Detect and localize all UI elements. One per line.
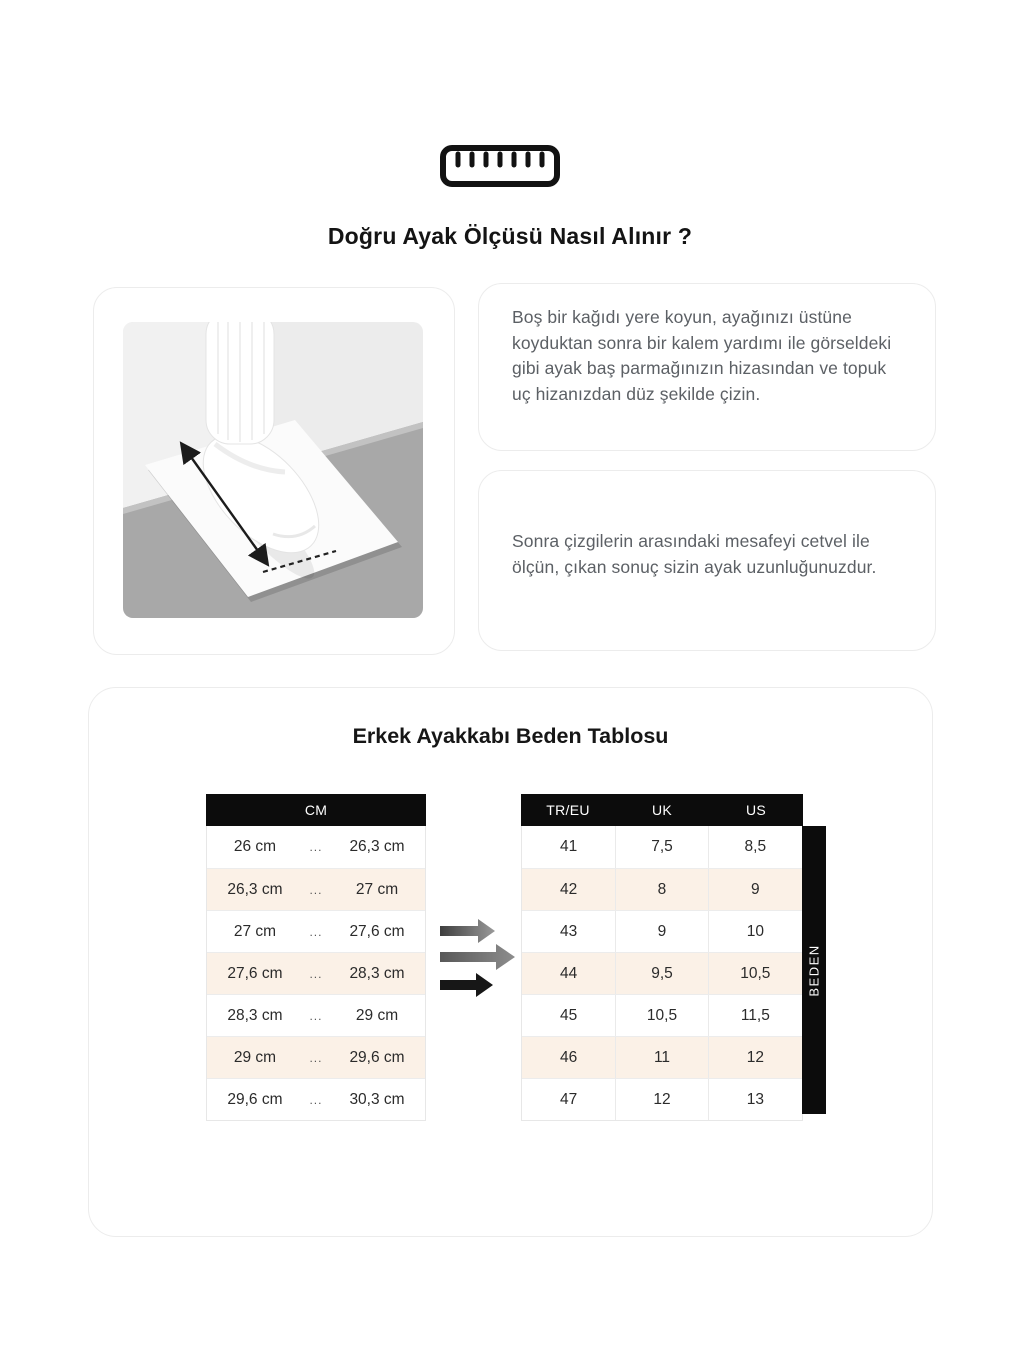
table-row bbox=[522, 952, 802, 994]
size-us: 10 bbox=[746, 922, 764, 940]
beden-label-text: BEDEN bbox=[806, 943, 822, 997]
table-row bbox=[522, 994, 802, 1036]
page-title: Doğru Ayak Ölçüsü Nasıl Alınır ? bbox=[327, 223, 693, 249]
instruction-step-2: Sonra çizgilerin arasındaki mesafeyi cetvel ile ölçün, çıkan sonuç sizin ayak uzunluğunuzdur. bbox=[512, 531, 877, 577]
size-us: 9 bbox=[751, 880, 760, 898]
size-us: 11,5 bbox=[740, 1006, 770, 1024]
size-uk: 9,5 bbox=[615, 953, 708, 994]
size-treu: 43 bbox=[560, 922, 578, 940]
size-treu: 42 bbox=[560, 880, 578, 898]
table-row bbox=[207, 910, 425, 952]
col-header-uk: UK bbox=[651, 802, 673, 818]
cm-to: 26,3 cm bbox=[349, 838, 405, 855]
size-chart-card bbox=[88, 687, 933, 1237]
table-row bbox=[207, 1036, 425, 1078]
col-header-treu: TR/EU bbox=[546, 802, 590, 818]
instruction-card-1 bbox=[478, 283, 936, 451]
foot-measurement-photo bbox=[123, 322, 423, 618]
cm-from: 26 cm bbox=[233, 838, 277, 855]
cm-table bbox=[206, 794, 426, 1121]
size-us: 10,5 bbox=[740, 964, 771, 982]
transfer-arrows-icon bbox=[438, 914, 520, 1006]
table-row bbox=[522, 868, 802, 910]
table-row bbox=[207, 826, 425, 868]
range-dots: ... bbox=[309, 840, 323, 854]
cm-from: 28,3 cm bbox=[227, 1006, 283, 1024]
size-uk: 11 bbox=[615, 1037, 708, 1078]
cm-from: 29 cm bbox=[233, 1048, 277, 1066]
size-treu: 46 bbox=[560, 1048, 578, 1066]
size-uk: 10,5 bbox=[615, 995, 708, 1036]
cm-to: 28,3 cm bbox=[349, 964, 405, 982]
instruction-step-1: Boş bir kağıdı yere koyun, ayağınızı üstüne koyduktan sonra bir kalem yardımı ile görseldeki gibi ayak baş parmağınızın hizasından ve topuk uç hizanızdan düz şekilde çizin. bbox=[512, 307, 892, 404]
range-dots: ... bbox=[309, 924, 323, 939]
range-dots: ... bbox=[309, 882, 323, 897]
size-treu: 41 bbox=[560, 838, 578, 855]
size-uk: 7,5 bbox=[615, 826, 708, 868]
beden-side-label bbox=[802, 826, 826, 1114]
range-dots: ... bbox=[309, 1008, 323, 1023]
size-treu: 45 bbox=[560, 1006, 578, 1024]
cm-from: 29,6 cm bbox=[227, 1090, 283, 1108]
range-dots: ... bbox=[309, 1050, 323, 1065]
cm-to: 27 cm bbox=[355, 880, 399, 898]
size-uk: 8 bbox=[615, 869, 708, 910]
table-row bbox=[522, 826, 802, 868]
range-dots: ... bbox=[309, 1092, 323, 1107]
cm-to: 27,6 cm bbox=[349, 922, 405, 940]
measurement-photo-card bbox=[93, 287, 455, 655]
cm-to: 30,3 cm bbox=[349, 1090, 405, 1108]
size-table bbox=[521, 794, 803, 1121]
instruction-card-2 bbox=[478, 470, 936, 651]
size-uk: 12 bbox=[615, 1079, 708, 1120]
table-row bbox=[522, 910, 802, 952]
size-treu: 47 bbox=[560, 1090, 578, 1108]
table-row bbox=[522, 1078, 802, 1120]
table-row bbox=[207, 1078, 425, 1120]
cm-to: 29 cm bbox=[355, 1006, 399, 1024]
table-row bbox=[522, 1036, 802, 1078]
size-chart-title: Erkek Ayakkabı Beden Tablosu bbox=[352, 724, 669, 748]
size-table-rows bbox=[521, 826, 803, 1121]
ruler-icon bbox=[439, 144, 561, 188]
range-dots: ... bbox=[309, 966, 323, 981]
size-table-header bbox=[521, 794, 803, 826]
table-row bbox=[207, 952, 425, 994]
size-us: 8,5 bbox=[744, 838, 767, 855]
table-row bbox=[207, 868, 425, 910]
size-uk: 9 bbox=[615, 911, 708, 952]
size-us: 12 bbox=[746, 1048, 764, 1066]
size-us: 13 bbox=[746, 1090, 764, 1108]
cm-to: 29,6 cm bbox=[349, 1048, 405, 1066]
cm-from: 26,3 cm bbox=[227, 880, 283, 898]
cm-table-header: CM bbox=[206, 794, 426, 826]
cm-from: 27,6 cm bbox=[227, 964, 283, 982]
col-header-us: US bbox=[745, 802, 767, 818]
cm-table-rows bbox=[206, 826, 426, 1121]
size-treu: 44 bbox=[560, 964, 578, 982]
cm-from: 27 cm bbox=[233, 922, 277, 940]
table-row bbox=[207, 994, 425, 1036]
